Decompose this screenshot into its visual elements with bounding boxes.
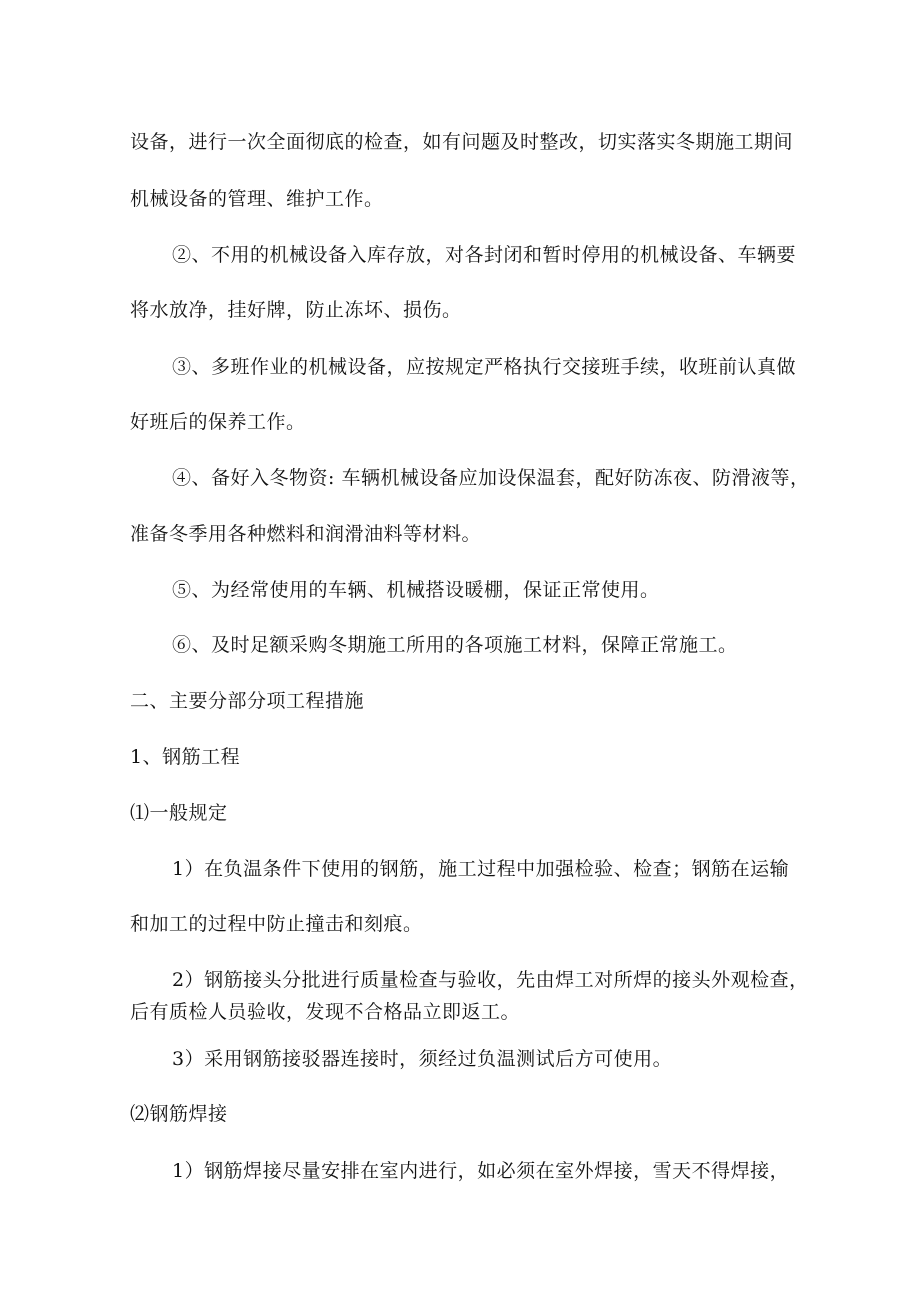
text-line: 好班后的保养工作。 — [130, 411, 306, 433]
text-line: ⑥、及时足额采购冬期施工所用的各项施工材料，保障正常施工。 — [172, 634, 738, 656]
text-line: ③、多班作业的机械设备，应按规定严格执行交接班手续，收班前认真做 — [172, 356, 797, 378]
text-line: 3）采用钢筋接驳器连接时，须经过负温测试后方可使用。 — [172, 1048, 673, 1070]
text-line: 机械设备的管理、维护工作。 — [130, 188, 384, 210]
text-line: 1）钢筋焊接尽量安排在室内进行，如必须在室外焊接，雪天不得焊接， — [172, 1160, 790, 1182]
text-line: 1）在负温条件下使用的钢筋，施工过程中加强检验、检查；钢筋在运输 — [172, 858, 790, 880]
text-line: 和加工的过程中防止撞击和刻痕。 — [130, 913, 423, 935]
section-heading: 二、主要分部分项工程措施 — [130, 690, 365, 712]
text-line: 后有质检人员验收，发现不合格品立即返工。 — [130, 1001, 521, 1023]
text-line: 准备冬季用各种燃料和润滑油料等材料。 — [130, 523, 482, 545]
text-line: ⑤、为经常使用的车辆、机械搭设暖棚，保证正常使用。 — [172, 579, 660, 601]
text-line: 设备，进行一次全面彻底的检查，如有问题及时整改，切实落实冬期施工期间 — [130, 131, 794, 153]
item-heading: ⑴一般规定 — [130, 802, 228, 824]
text-line: 2）钢筋接头分批进行质量检查与验收，先由焊工对所焊的接头外观检查， — [172, 969, 809, 991]
text-line: ②、不用的机械设备入库存放，对各封闭和暂时停用的机械设备、车辆要 — [172, 244, 797, 266]
text-line: ④、备好入冬物资: 车辆机械设备应加设保温套，配好防冻夜、防滑液等， — [172, 467, 810, 489]
text-line: 将水放净，挂好牌，防止冻坏、损伤。 — [130, 299, 462, 321]
subsection-heading: 1、钢筋工程 — [130, 746, 241, 768]
item-heading: ⑵钢筋焊接 — [130, 1103, 228, 1125]
